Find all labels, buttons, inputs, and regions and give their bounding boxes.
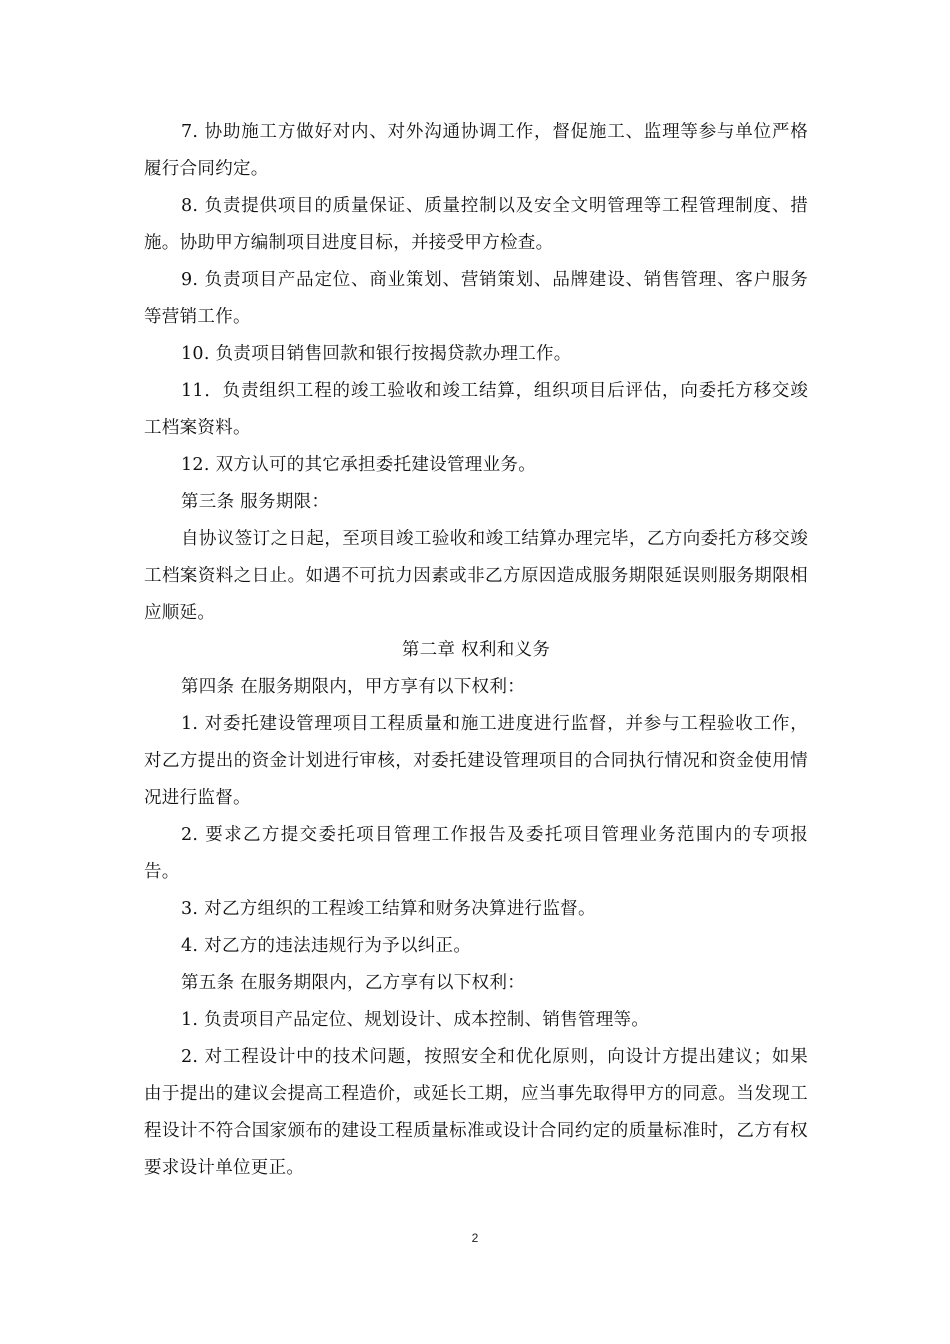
chapter-2-heading: 第二章 权利和义务 xyxy=(401,640,551,660)
paragraph-item-8: 8. 负责提供项目的质量保证、质量控制以及安全文明管理等工程管理制度、措施。协助甲方编制项目进度目标，并接受甲方检查。 xyxy=(144,196,808,253)
article-5-item-2: 2. 对工程设计中的技术问题，按照安全和优化原则，向设计方提出建议；如果由于提出的建议会提高工程造价，或延长工期，应当事先取得甲方的同意。当发现工程设计不符合国家颁布的建设工程质量标准或设计合同约定的质量标准时，乙方有权要求设计单位更正。 xyxy=(144,1047,808,1178)
article-5-heading: 第五条 在服务期限内，乙方享有以下权利： xyxy=(181,973,526,993)
article-4-item-1: 1. 对委托建设管理项目工程质量和施工进度进行监督，并参与工程验收工作，对乙方提出的资金计划进行审核，对委托建设管理项目的合同执行情况和资金使用情况进行监督。 xyxy=(144,714,808,808)
article-4-item-3: 3. 对乙方组织的工程竣工结算和财务决算进行监督。 xyxy=(181,899,596,919)
article-4-item-4: 4. 对乙方的违法违规行为予以纠正。 xyxy=(181,936,472,956)
document-body xyxy=(144,114,808,1187)
article-4-heading: 第四条 在服务期限内，甲方享有以下权利： xyxy=(181,677,526,697)
paragraph-item-12: 12. 双方认可的其它承担委托建设管理业务。 xyxy=(181,455,536,475)
paragraph-item-11: 11．负责组织工程的竣工验收和竣工结算，组织项目后评估，向委托方移交竣工档案资料。 xyxy=(144,381,808,438)
article-3-body: 自协议签订之日起，至项目竣工验收和竣工结算办理完毕，乙方向委托方移交竣工档案资料之日止。如遇不可抗力因素或非乙方原因造成服务期限延误则服务期限相应顺延。 xyxy=(144,529,808,623)
page-number: 2 xyxy=(471,1231,479,1245)
article-5-item-1: 1. 负责项目产品定位、规划设计、成本控制、销售管理等。 xyxy=(181,1010,650,1030)
article-3-heading: 第三条 服务期限： xyxy=(181,492,330,512)
article-4-item-2: 2. 要求乙方提交委托项目管理工作报告及委托项目管理业务范围内的专项报告。 xyxy=(144,825,808,882)
paragraph-item-10: 10. 负责项目销售回款和银行按揭贷款办理工作。 xyxy=(181,344,572,364)
paragraph-item-7: 7. 协助施工方做好对内、对外沟通协调工作，督促施工、监理等参与单位严格履行合同约定。 xyxy=(144,122,808,179)
paragraph-item-9: 9. 负责项目产品定位、商业策划、营销策划、品牌建设、销售管理、客户服务等营销工作。 xyxy=(144,270,808,327)
